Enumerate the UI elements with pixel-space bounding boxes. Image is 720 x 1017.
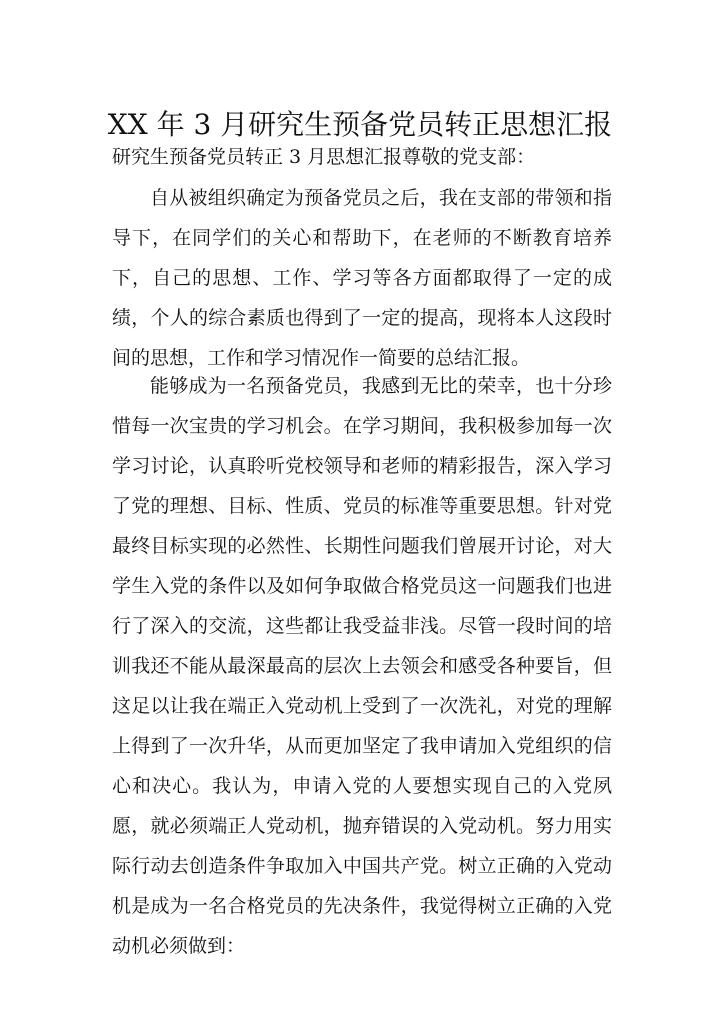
body-paragraph-2: 能够成为一名预备党员，我感到无比的荣幸，也十分珍惜每一次宝贵的学习机会。在学习期间，我积极参加每一次学习讨论，认真聆听党校领导和老师的精彩报告，深入学习了党的理想、目标、性质、党员的标准等重要思想。针对党最终目标实现的必然性、长期性问题我们曾展开讨论，对大学生入党的条件以及如何争取做合格党员这一问题我们也进行了深入的交流，这些都让我受益非浅。尽管一段时间的培训我还不能从最深最高的层次上去领会和感受各种要旨，但这足以让我在端正入党动机上受到了一次洗礼，对党的理解上得到了一次升华，从而更加坚定了我申请加入党组织的信心和决心。我认为，申请入党的人要想实现自己的入党夙愿，就必须端正人党动机，抛弃错误的入党动机。努力用实际行动去创造条件争取加入中国共产党。树立正确的入党动机是成为一名合格党员的先决条件，我觉得树立正确的入党动机必须做到： (112, 375, 612, 957)
salutation-line: 研究生预备党员转正 3 月思想汇报尊敬的党支部： (112, 146, 536, 168)
body-paragraph-1: 自从被组织确定为预备党员之后，我在支部的带领和指导下，在同学们的关心和帮助下，在老师的不断教育培养下，自己的思想、工作、学习等各方面都取得了一定的成绩，个人的综合素质也得到了一定的提高，现将本人这段时间的思想，工作和学习情况作一简要的总结汇报。 (112, 187, 612, 369)
document-title: XX 年 3 月研究生预备党员转正思想汇报 (107, 107, 613, 141)
